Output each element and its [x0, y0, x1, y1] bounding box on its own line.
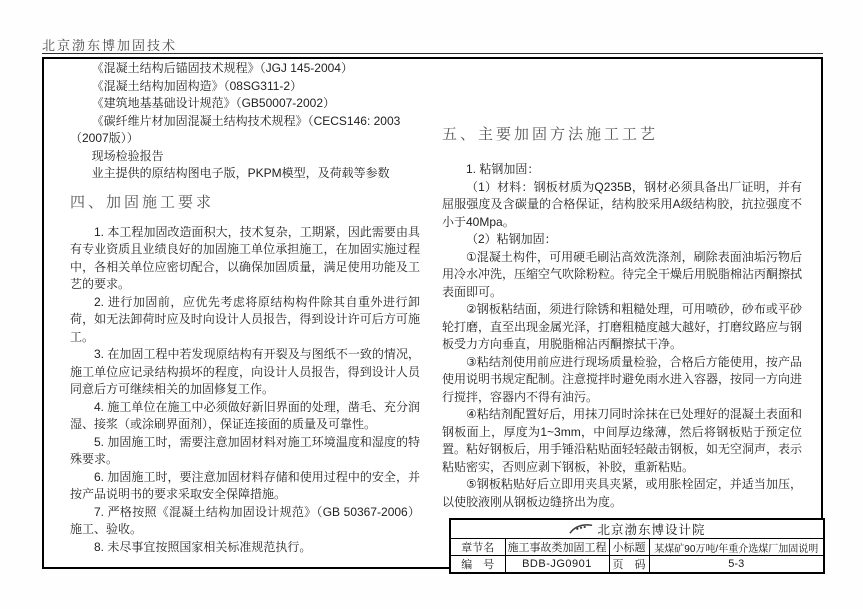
company-name: 北京渤东博设计院 — [597, 523, 706, 537]
field-value-page: 5-3 — [649, 556, 824, 574]
page-header-title: 北京渤东博加固技术 — [42, 38, 178, 53]
reference-item: 《混凝土结构后锚固技术规程》（JGJ 145-2004） — [91, 61, 353, 75]
requirement-paragraph: 1. 本工程加固改造面积大，技术复杂，工期紧，因此需要由具有专业资质且业绩良好的加固施工单位承担施工，在加固实施过程中，各相关单位应密切配合，以确保加固质量，满足使用功能及工艺的要求。 — [70, 224, 420, 291]
procedure-paragraph: ④粘结剂配置好后，用抹刀同时涂抹在已处理好的混凝土表面和钢板面上，厚度为1~3mm，中间厚边缘薄，然后将钢板贴于预定位置。粘好钢板后，用手锤沿粘贴面轻轻敲击钢板，如无空洞声，表示粘贴密实，否则应剥下钢板，补胶，重新粘贴。 — [442, 407, 803, 474]
requirement-paragraph: 8. 未尽事宜按照国家相关标准规范执行。 — [94, 539, 312, 554]
field-label-page: 页 码 — [609, 556, 649, 574]
procedure-paragraph: ⑤钢板粘贴好后立即用夹具夹紧，或用胀栓固定，并适当加压，以使胶液刚从钢板边缝挤出为度。 — [442, 477, 802, 509]
field-value-chapter: 施工事故类加固工程 — [505, 539, 609, 556]
subsection-title: 1. 粘钢加固： — [466, 162, 540, 176]
requirement-paragraph: 4. 施工单位在施工中必须做好新旧界面的处理，凿毛、充分润湿、接浆（或涂刷界面剂），保证连接面的质量及可靠性。 — [70, 399, 420, 431]
reference-item: 业主提供的原结构图电子版，PKPM模型，及荷载等参数 — [91, 166, 390, 180]
requirement-paragraph: 6. 加固施工时，要注意加固材料存储和使用过程中的安全，并按产品说明书的要求采取安全保障措施。 — [70, 469, 420, 501]
reference-list — [70, 60, 420, 183]
section-heading-5: 五、主要加固方法施工工艺 — [442, 126, 659, 143]
header-rule — [42, 53, 823, 54]
right-column — [442, 124, 802, 511]
procedure-paragraph: ①混凝土构件，可用硬毛刷沾高效洗涤剂，刷除表面油垢污物后用冷水冲洗，压缩空气吹除粉粒。待完全干燥后用脱脂棉沾丙酮擦拭表面即可。 — [442, 249, 803, 299]
field-label-subtitle: 小标题 — [609, 539, 649, 556]
section-heading-4: 四、加固施工要求 — [70, 193, 215, 211]
requirement-paragraph: 2. 进行加固前，应优先考虑将原结构构件除其自重外进行卸荷，如无法卸荷时应及时向设计人员报告，得到设计许可后方可施工。 — [70, 294, 420, 344]
reference-item: 《碳纤维片材加固混凝土结构技术规程》（CECS146: 2003（2007版）） — [70, 113, 401, 145]
swoosh-logo-icon — [569, 523, 593, 535]
requirement-paragraph: 5. 加固施工时，需要注意加固材料对施工环境温度和湿度的特殊要求。 — [70, 434, 420, 466]
procedure-paragraph: ③粘结剂使用前应进行现场质量检验，合格后方能使用，按产品使用说明书规定配制。注意搅拌时避免雨水进入容器，按同一方向进行搅拌，容器内不得有油污。 — [442, 354, 803, 404]
field-label-chapter: 章节名 — [450, 539, 505, 556]
field-value-number: BDB-JG0901 — [505, 556, 609, 574]
reference-item: 《建筑地基基础设计规范》（GB50007-2002） — [91, 96, 335, 110]
title-block — [449, 518, 825, 574]
procedure-paragraph: ②钢板粘结面，须进行除锈和粗糙处理，可用喷砂，砂布或平砂轮打磨，直至出现金属光泽，打磨粗糙度越大越好，打磨纹路应与钢板受力方向垂直，用脱脂棉沾丙酮擦拭干净。 — [442, 302, 803, 351]
field-value-subtitle: 某煤矿90万吨/年重介选煤厂加固说明 — [649, 539, 824, 556]
left-column — [70, 60, 420, 556]
reference-item: 《混凝土结构加固构造》（08SG311-2） — [91, 78, 303, 93]
field-label-number: 编 号 — [450, 556, 505, 574]
requirement-paragraph: 7. 严格按照《混凝土结构加固设计规范》（GB 50367-2006）施工、验收。 — [70, 504, 420, 536]
title-block-company-row — [450, 519, 824, 539]
procedure-paragraph: （1）材料：钢板材质为Q235B，钢材必须具备出厂证明，并有屈服强度及含碳量的合格保证，结构胶采用A级结构胶，抗拉强度不小于40Mpa。 — [442, 179, 802, 229]
requirement-paragraph: 3. 在加固工程中若发现原结构有开裂及与图纸不一致的情况，施工单位应记录结构损坏的程度，向设计人员报告，得到设计人员同意后方可继续相关的加固修复工作。 — [70, 347, 420, 396]
reference-item: 现场检验报告 — [91, 148, 164, 163]
procedure-paragraph: （2）粘钢加固： — [466, 232, 557, 246]
